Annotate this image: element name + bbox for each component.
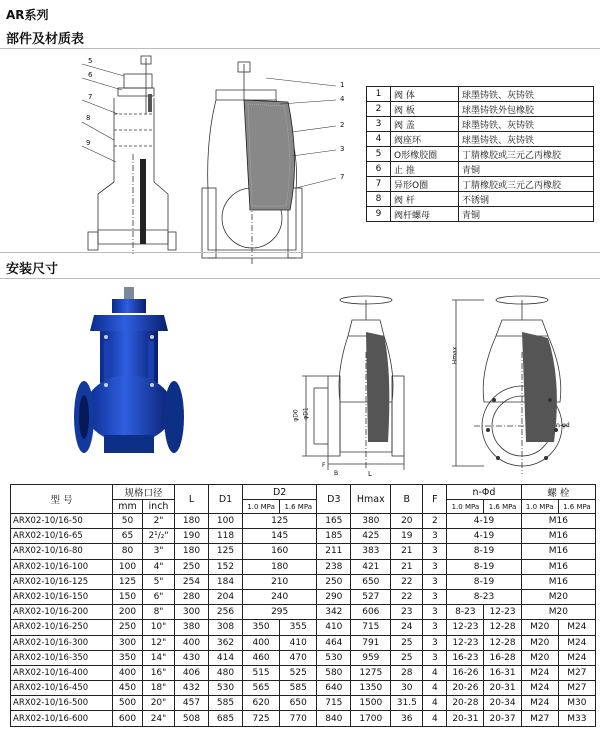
cell-b: 30 [391,681,423,696]
left-callout-5: 5 [88,57,93,65]
parts-cell-material: 丁腈橡胶或三元乙丙橡胶 [459,177,594,192]
cell-mm: 450 [113,681,143,696]
cell-mm: 80 [113,544,143,559]
cell-bolt-10: M16 [521,544,595,559]
parts-cell-name: 止 推 [391,162,459,177]
right-callout-1: 1 [340,81,345,89]
cell-bolt-10: M16 [521,529,595,544]
cell-b: 25 [391,650,423,665]
cell-l: 180 [175,514,209,529]
cell-d1: 530 [209,681,243,696]
cell-inch: 10" [143,620,175,635]
cell-l: 400 [175,635,209,650]
table-row [11,696,596,711]
cell-bolt-10: M20 [521,635,558,650]
table-row [11,620,596,635]
cell-bolt-10: M24 [521,696,558,711]
cell-inch: 5" [143,574,175,589]
parts-cell-material: 青铜 [459,162,594,177]
col-n-phid-16: 1.6 MPa [484,500,521,514]
cell-model: ARX02-10/16-400 [11,665,113,680]
cell-b: 28 [391,665,423,680]
label-d0: φD0 [292,409,300,422]
cell-nphid-16: 12-28 [484,620,521,635]
cell-nphid-10: 8-19 [447,544,521,559]
cell-mm: 250 [113,620,143,635]
cell-inch: 4" [143,559,175,574]
cell-nphid-10: 16-23 [447,650,484,665]
cell-d3: 211 [317,544,351,559]
col-bolt-16: 1.6 MPa [558,500,595,514]
parts-cell-material: 青铜 [459,207,594,222]
cell-mm: 65 [113,529,143,544]
cell-bolt-10: M20 [521,605,595,620]
parts-cell-name: 阀 体 [391,87,459,102]
cell-mm: 350 [113,650,143,665]
parts-cell-name: 阀座环 [391,132,459,147]
cell-b: 25 [391,635,423,650]
cell-bolt-16: M30 [558,696,595,711]
cell-hmax: 1275 [351,665,391,680]
cell-f: 3 [423,605,447,620]
cell-l: 190 [175,529,209,544]
cell-d2-10: 295 [243,605,317,620]
cell-nphid-10: 20-26 [447,681,484,696]
cell-mm: 125 [113,574,143,589]
col-d3: D3 [317,485,351,514]
cell-d1: 685 [209,711,243,726]
table-row [11,711,596,726]
cell-l: 457 [175,696,209,711]
col-bolt: 螺 栓 [521,485,595,500]
cell-mm: 600 [113,711,143,726]
cell-d3: 580 [317,665,351,680]
cell-inch: 3" [143,544,175,559]
cell-d3: 840 [317,711,351,726]
cell-inch: 2" [143,514,175,529]
parts-row [367,87,594,102]
cell-f: 3 [423,559,447,574]
col-n-phid: n-Φd [447,485,521,500]
cell-nphid-10: 20-28 [447,696,484,711]
install-section-title: 安装尺寸 [6,262,59,277]
cell-nphid-10: 8-19 [447,574,521,589]
cell-hmax: 425 [351,529,391,544]
cell-d1: 256 [209,605,243,620]
half-section-drawing [78,54,178,264]
cell-d2-16: 355 [280,620,317,635]
cell-f: 3 [423,574,447,589]
parts-cell-no: 9 [367,207,391,222]
col-bolt-10: 1.0 MPa [521,500,558,514]
section-divider [0,48,600,49]
parts-cell-no: 5 [367,147,391,162]
cell-bolt-10: M24 [521,681,558,696]
cell-inch: 16" [143,665,175,680]
cell-bolt-16: M24 [558,650,595,665]
cell-d3: 250 [317,574,351,589]
series-title: AR系列 [6,8,49,22]
table-row [11,589,596,604]
cell-b: 24 [391,620,423,635]
left-callout-7: 7 [88,93,93,101]
parts-section-title: 部件及材质表 [6,32,85,47]
cell-f: 4 [423,711,447,726]
col-mm: mm [113,500,143,514]
label-d1: φD1 [302,407,310,420]
cell-d2-16: 650 [280,696,317,711]
table-row [11,665,596,680]
cell-bolt-16: M27 [558,681,595,696]
cell-hmax: 527 [351,589,391,604]
cell-nphid-10: 16-26 [447,665,484,680]
cell-model: ARX02-10/16-450 [11,681,113,696]
parts-row [367,162,594,177]
cell-nphid-10: 8-23 [447,605,484,620]
cell-d2-16: 525 [280,665,317,680]
cell-d2-16: 470 [280,650,317,665]
parts-cell-material: 丁腈橡胶或三元乙丙橡胶 [459,147,594,162]
cell-bolt-10: M27 [521,711,558,726]
cell-hmax: 959 [351,650,391,665]
cell-mm: 100 [113,559,143,574]
cell-nphid-10: 4-19 [447,529,521,544]
cell-b: 23 [391,605,423,620]
cell-d3: 238 [317,559,351,574]
cell-hmax: 380 [351,514,391,529]
cell-mm: 300 [113,635,143,650]
cell-model: ARX02-10/16-100 [11,559,113,574]
label-f: F [322,462,326,469]
col-n-phid-10: 1.0 MPa [447,500,484,514]
cell-d2-10: 350 [243,620,280,635]
cell-inch: 14" [143,650,175,665]
parts-cell-name: 阀 杆 [391,192,459,207]
cell-d2-10: 160 [243,544,317,559]
parts-cell-no: 8 [367,192,391,207]
cell-b: 22 [391,589,423,604]
cell-hmax: 791 [351,635,391,650]
cell-hmax: 715 [351,620,391,635]
cell-f: 3 [423,589,447,604]
cell-d3: 165 [317,514,351,529]
cell-bolt-10: M16 [521,514,595,529]
cell-inch: 20" [143,696,175,711]
right-callout-2: 2 [340,121,345,129]
parts-cell-material: 球墨铸铁、灰铸铁 [459,117,594,132]
cell-hmax: 383 [351,544,391,559]
cell-hmax: 1700 [351,711,391,726]
cell-model: ARX02-10/16-600 [11,711,113,726]
parts-cell-material: 球墨铸铁、灰铸铁 [459,132,594,147]
cell-f: 3 [423,544,447,559]
col-model: 型 号 [11,485,113,514]
cell-l: 180 [175,544,209,559]
cell-f: 3 [423,650,447,665]
parts-cell-no: 1 [367,87,391,102]
cell-bolt-16: M33 [558,711,595,726]
cell-d1: 362 [209,635,243,650]
cell-bolt-10: M20 [521,620,558,635]
cell-b: 21 [391,559,423,574]
cell-mm: 50 [113,514,143,529]
parts-cell-name: O形橡胶圈 [391,147,459,162]
label-b: B [334,470,339,477]
parts-cell-name: 阀杆螺母 [391,207,459,222]
parts-cell-no: 3 [367,117,391,132]
cell-d2-10: 400 [243,635,280,650]
cell-d2-16: 410 [280,635,317,650]
cell-b: 22 [391,574,423,589]
parts-row [367,117,594,132]
install-front-drawing [284,292,424,482]
valve-photo [64,285,194,475]
cell-d2-16: 770 [280,711,317,726]
cell-d1: 152 [209,559,243,574]
right-callout-7: 7 [340,173,345,181]
parts-cell-material: 球墨铸铁、灰铸铁 [459,87,594,102]
table-row [11,559,596,574]
cell-bolt-10: M20 [521,589,595,604]
cell-f: 2 [423,514,447,529]
left-callout-8: 8 [86,114,91,122]
cell-model: ARX02-10/16-250 [11,620,113,635]
left-callout-6: 6 [88,71,93,79]
cell-model: ARX02-10/16-200 [11,605,113,620]
cell-nphid-16: 12-28 [484,635,521,650]
cell-d1: 204 [209,589,243,604]
cell-hmax: 421 [351,559,391,574]
cell-f: 3 [423,635,447,650]
cell-bolt-16: M24 [558,635,595,650]
cell-model: ARX02-10/16-300 [11,635,113,650]
valve-section-drawing [196,60,346,270]
cell-inch: 8" [143,605,175,620]
cell-model: ARX02-10/16-350 [11,650,113,665]
cell-d2-16: 585 [280,681,317,696]
cell-d1: 125 [209,544,243,559]
cell-nphid-10: 8-23 [447,589,521,604]
parts-cell-material: 不锈钢 [459,192,594,207]
cell-model: ARX02-10/16-65 [11,529,113,544]
cell-inch: 12" [143,635,175,650]
cell-d2-10: 620 [243,696,280,711]
cell-b: 19 [391,529,423,544]
cell-nphid-10: 4-19 [447,514,521,529]
cell-model: ARX02-10/16-125 [11,574,113,589]
table-row [11,635,596,650]
left-callout-9: 9 [86,139,91,147]
cell-hmax: 606 [351,605,391,620]
parts-cell-no: 7 [367,177,391,192]
parts-cell-name: 阀 盖 [391,117,459,132]
col-l: L [175,485,209,514]
parts-material-table [366,86,594,222]
cell-d2-10: 240 [243,589,317,604]
col-nominal: 规格口径 [113,485,175,500]
cell-inch: 18" [143,681,175,696]
cell-mm: 200 [113,605,143,620]
cell-nphid-16: 20-34 [484,696,521,711]
cell-mm: 150 [113,589,143,604]
cell-bolt-10: M24 [521,665,558,680]
cell-d3: 342 [317,605,351,620]
col-b: B [391,485,423,514]
cell-bolt-16: M24 [558,620,595,635]
cell-model: ARX02-10/16-80 [11,544,113,559]
cell-d2-10: 515 [243,665,280,680]
cell-nphid-10: 12-23 [447,620,484,635]
cell-d1: 585 [209,696,243,711]
cell-d3: 640 [317,681,351,696]
parts-cell-material: 球墨铸铁外包橡胶 [459,102,594,117]
col-inch: inch [143,500,175,514]
cell-nphid-16: 16-28 [484,650,521,665]
parts-cell-no: 6 [367,162,391,177]
cell-nphid-16: 16-31 [484,665,521,680]
cell-nphid-10: 12-23 [447,635,484,650]
cell-l: 300 [175,605,209,620]
cell-f: 4 [423,681,447,696]
cell-d2-10: 210 [243,574,317,589]
cell-d1: 118 [209,529,243,544]
cell-l: 432 [175,681,209,696]
cell-d2-10: 460 [243,650,280,665]
cell-f: 3 [423,529,447,544]
cell-model: ARX02-10/16-500 [11,696,113,711]
cell-bolt-16: M27 [558,665,595,680]
parts-row [367,102,594,117]
table-row [11,605,596,620]
table-row [11,529,596,544]
cell-bolt-10: M20 [521,650,558,665]
table-row [11,681,596,696]
label-n-phid: n-φd [556,422,570,429]
cell-l: 508 [175,711,209,726]
cell-inch: 24" [143,711,175,726]
cell-d2-10: 725 [243,711,280,726]
parts-row [367,132,594,147]
parts-row [367,147,594,162]
cell-b: 31.5 [391,696,423,711]
cell-b: 21 [391,544,423,559]
cell-d2-10: 565 [243,681,280,696]
label-hmax: Hmax [451,346,459,365]
cell-model: ARX02-10/16-50 [11,514,113,529]
cell-d2-10: 145 [243,529,317,544]
dimensions-table [10,484,596,727]
parts-cell-name: 阀 板 [391,102,459,117]
cell-f: 3 [423,620,447,635]
cell-d3: 715 [317,696,351,711]
parts-cell-no: 4 [367,132,391,147]
parts-row [367,192,594,207]
cell-nphid-16: 20-31 [484,681,521,696]
cell-l: 250 [175,559,209,574]
cell-d3: 530 [317,650,351,665]
cell-nphid-10: 20-31 [447,711,484,726]
cell-inch: 2¹/₂" [143,529,175,544]
col-d2-16: 1.6 MPa [280,500,317,514]
section-divider [0,252,600,253]
label-l: L [368,470,372,478]
cell-hmax: 1500 [351,696,391,711]
cell-d3: 185 [317,529,351,544]
section-divider [0,278,600,279]
cell-d3: 464 [317,635,351,650]
parts-row [367,177,594,192]
cell-l: 380 [175,620,209,635]
cell-inch: 6" [143,589,175,604]
cell-d1: 100 [209,514,243,529]
cell-bolt-10: M16 [521,574,595,589]
cell-l: 280 [175,589,209,604]
right-callout-3: 3 [340,145,345,153]
cell-model: ARX02-10/16-150 [11,589,113,604]
table-row [11,514,596,529]
col-d2-10: 1.0 MPa [243,500,280,514]
cell-b: 36 [391,711,423,726]
cell-nphid-10: 8-19 [447,559,521,574]
cell-d2-10: 125 [243,514,317,529]
parts-cell-name: 异形O圈 [391,177,459,192]
cell-hmax: 1350 [351,681,391,696]
install-side-drawing [444,292,594,482]
table-row [11,574,596,589]
cell-nphid-16: 20-37 [484,711,521,726]
col-f: F [423,485,447,514]
col-d2: D2 [243,485,317,500]
col-hmax: Hmax [351,485,391,514]
cell-l: 430 [175,650,209,665]
cell-l: 254 [175,574,209,589]
cell-nphid-16: 12-23 [484,605,521,620]
cell-f: 4 [423,696,447,711]
cell-l: 406 [175,665,209,680]
cell-d1: 414 [209,650,243,665]
cell-d1: 184 [209,574,243,589]
cell-d2-10: 180 [243,559,317,574]
table-row [11,544,596,559]
right-callout-4: 4 [340,95,345,103]
cell-d3: 290 [317,589,351,604]
cell-mm: 500 [113,696,143,711]
cell-f: 4 [423,665,447,680]
parts-row [367,207,594,222]
cell-d1: 480 [209,665,243,680]
cell-d1: 308 [209,620,243,635]
cell-d3: 410 [317,620,351,635]
cell-hmax: 650 [351,574,391,589]
cell-bolt-10: M16 [521,559,595,574]
table-row [11,650,596,665]
cell-mm: 400 [113,665,143,680]
col-d1: D1 [209,485,243,514]
parts-cell-no: 2 [367,102,391,117]
cell-b: 20 [391,514,423,529]
